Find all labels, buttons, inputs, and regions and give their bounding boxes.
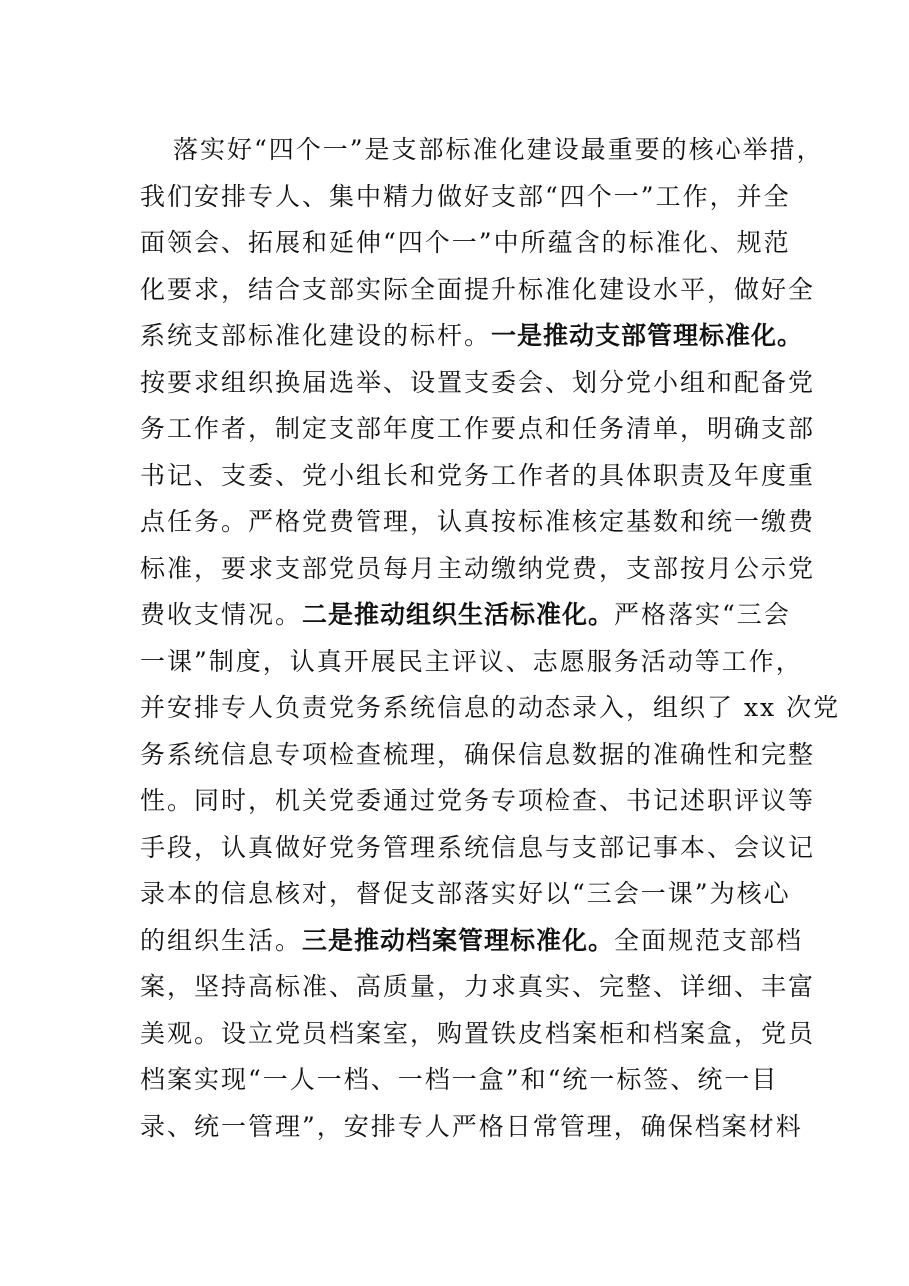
text-line — [140, 918, 804, 965]
text-line — [140, 174, 791, 221]
text-line — [140, 964, 816, 1011]
text-line — [140, 499, 816, 546]
text-run: 档案实现“一人一档、一档一盒”和“统一标签、统一目 — [140, 1065, 779, 1094]
section-heading-3: 三是推动档案管理标准化。 — [302, 925, 615, 955]
text-line — [140, 1057, 780, 1104]
text-line — [140, 267, 816, 314]
text-run: 务系统信息专项检查梳理，确保信息数据的准确性和完整 — [140, 739, 816, 769]
text-line — [140, 639, 803, 686]
text-line — [140, 220, 791, 267]
text-run: 录、统一管理”，安排专人严格日常管理，确保档案材料 — [140, 1111, 803, 1141]
section-heading-2: 二是推动组织生活标准化。 — [302, 600, 615, 629]
text-run: 全面规范支部档 — [614, 925, 804, 955]
text-line — [140, 360, 816, 407]
text-run: 面领会、拓展和延伸“四个一”中所蕴含的标准化、规范 — [140, 228, 791, 257]
text-run: 我们安排专人、集中精力做好支部“四个一”工作，并全 — [140, 181, 791, 211]
text-line — [140, 592, 791, 639]
text-run: 化要求，结合支部实际全面提升标准化建设水平，做好全 — [140, 274, 816, 304]
text-run: 一课”制度，认真开展民主评议、志愿服务活动等工作， — [140, 646, 803, 676]
text-line — [140, 732, 816, 779]
text-run: 点任务。严格党费管理，认真按标准核定基数和统一缴费 — [140, 507, 816, 536]
text-run: 性。同时，机关党委通过党务专项检查、书记述职评议等 — [140, 786, 816, 815]
text-run: 务工作者，制定支部年度工作要点和任务清单，明确支部 — [140, 414, 816, 443]
text-line — [140, 778, 816, 825]
text-line — [140, 313, 804, 360]
text-line — [140, 546, 816, 593]
text-run: 案，坚持高标准、高质量，力求真实、完整、详细、丰富 — [140, 972, 816, 1001]
text-run: 落实好“四个一”是支部标准化建设最重要的核心举措， — [173, 135, 824, 164]
text-run: 书记、支委、党小组长和党务工作者的具体职责及年度重 — [140, 460, 816, 490]
text-run: 标准，要求支部党员每月主动缴纳党费，支部按月公示党 — [140, 553, 816, 583]
text-line — [140, 1104, 803, 1151]
text-run: 按要求组织换届选举、设置支委会、划分党小组和配备党 — [140, 367, 816, 397]
text-run: 系统支部标准化建设的标杆。 — [140, 321, 492, 350]
text-run: 的组织生活。 — [140, 925, 303, 955]
document-body — [140, 127, 841, 1150]
text-run: 并安排专人负责党务系统信息的动态录入，组织了 xx 次党 — [140, 693, 841, 722]
text-line — [140, 453, 816, 500]
text-run: 费收支情况。 — [140, 600, 303, 629]
text-line — [140, 406, 816, 453]
text-line — [140, 871, 791, 918]
text-run: 手段，认真做好党务管理系统信息与支部记事本、会议记 — [140, 832, 816, 862]
text-run: 美观。设立党员档案室，购置铁皮档案柜和档案盒，党员 — [140, 1018, 816, 1048]
text-run: 录本的信息核对，督促支部落实好以“三会一课”为核心 — [140, 879, 791, 908]
text-line — [140, 127, 824, 174]
section-heading-1: 一是推动支部管理标准化。 — [491, 321, 804, 350]
text-line — [140, 825, 816, 872]
text-line — [140, 1011, 816, 1058]
text-line — [140, 685, 841, 732]
text-run: 严格落实“三会 — [614, 600, 791, 629]
